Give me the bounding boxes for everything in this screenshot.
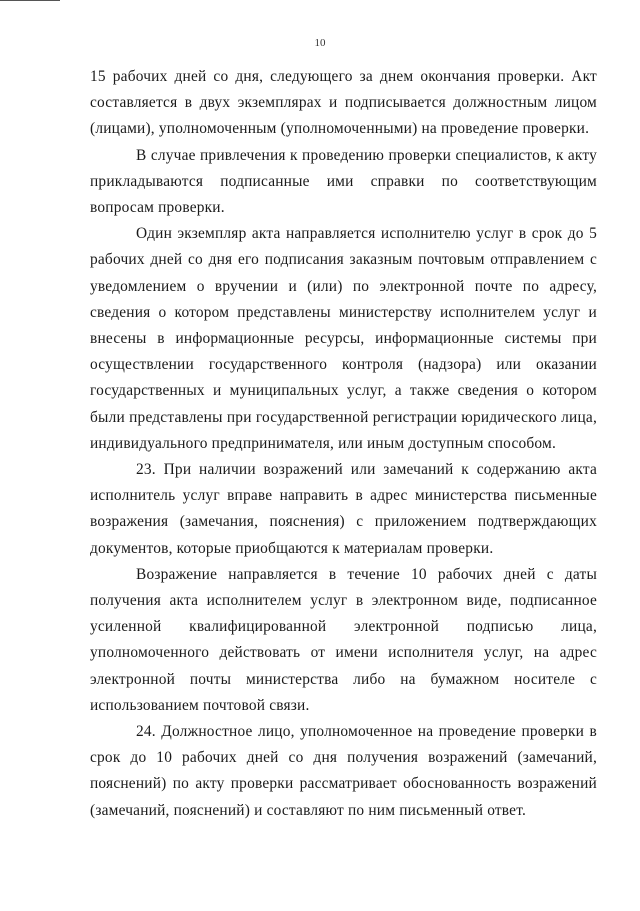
scan-edge-line bbox=[0, 0, 60, 1]
paragraph-item-23: 23. При наличии возражений или замечаний к содержанию акта исполнитель услуг вправе направить в адрес министерства письменные возражения (замечания, пояснения) с приложением подтверждающих документов, которые приобщаются к материалам проверки. bbox=[90, 461, 597, 557]
document-body bbox=[90, 64, 597, 824]
paragraph-specialists: В случае привлечения к проведению проверки специалистов, к акту прикладываются подписанные ими справки по соответствующим вопросам проверки. bbox=[90, 146, 597, 217]
page-number: 10 bbox=[314, 37, 326, 49]
paragraph-act-copy-delivery: Один экземпляр акта направляется исполнителю услуг в срок до 5 рабочих дней со дня его подписания заказным почтовым отправлением с уведомлением о вручении и (или) по электронной почте по адресу, сведения о котором представлены министерству исполнителем услуг и внесены в информационные ресурсы, информационные системы при осуществлении государственного контроля (надзора) или оказании государственных и муниципальных услуг, а также сведения о котором были представлены при государственной регистрации юридического лица, индивидуального предпринимателя, или иным доступным способом. bbox=[90, 225, 597, 452]
paragraph-objection-terms: Возражение направляется в течение 10 рабочих дней с даты получения акта исполнителем услуг в электронном виде, подписанное усиленной квалифицированной электронной подписью лица, уполномоченного действовать от имени исполнителя услуг, на адрес электронной почты министерства либо на бумажном носителе с использованием почтовой связи. bbox=[90, 565, 597, 714]
paragraph-item-24: 24. Должностное лицо, уполномоченное на проведение проверки в срок до 10 рабочих дней со дня получения возражений (замечаний, пояснений) по акту проверки рассматривает обоснованность возражений (замечаний, пояснений) и составляют по ним письменный ответ. bbox=[90, 723, 597, 819]
paragraph-act-continuation: 15 рабочих дней со дня, следующего за днем окончания проверки. Акт составляется в двух экземплярах и подписывается должностным лицом (лицами), уполномоченным (уполномоченными) на проведение проверки. bbox=[90, 68, 597, 138]
